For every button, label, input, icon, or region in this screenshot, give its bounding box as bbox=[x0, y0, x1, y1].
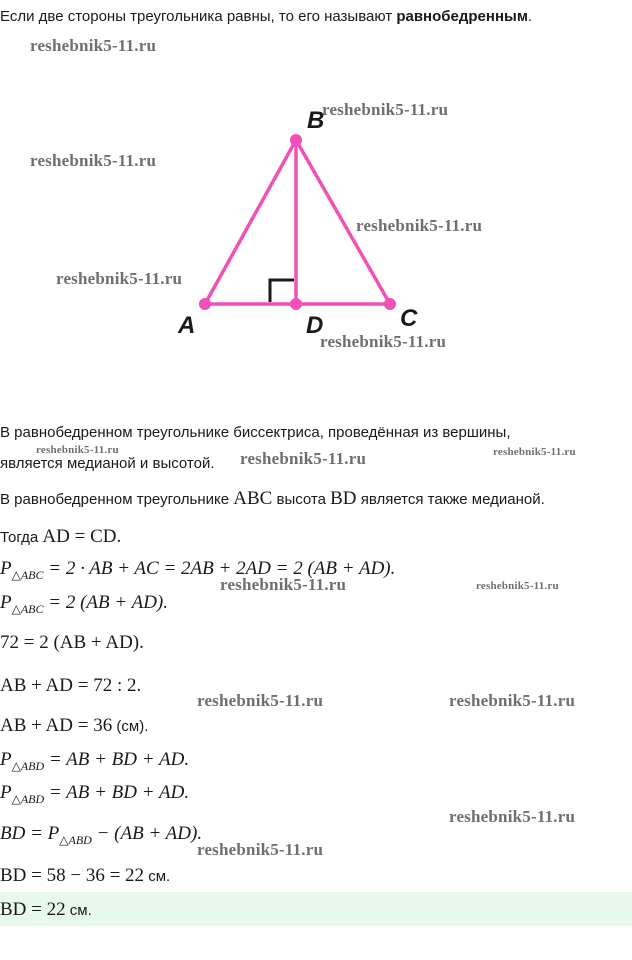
watermark: reshebnik5-11.ru bbox=[197, 691, 324, 710]
unit-cm: (см). bbox=[112, 718, 149, 735]
point-c bbox=[384, 298, 396, 310]
label-d: D bbox=[306, 312, 324, 339]
watermark: reshebnik5-11.ru bbox=[220, 575, 347, 594]
watermark: reshebnik5-11.ru bbox=[36, 444, 119, 456]
right-angle-mark bbox=[270, 280, 294, 302]
watermark: reshebnik5-11.ru bbox=[240, 449, 367, 468]
statement-middle: высота bbox=[272, 491, 331, 508]
p-letter: P bbox=[0, 749, 12, 770]
watermark: reshebnik5-11.ru bbox=[30, 36, 157, 55]
eq-10 bbox=[0, 864, 170, 888]
p-subscript: △ABD bbox=[11, 792, 45, 806]
watermark: reshebnik5-11.ru bbox=[476, 580, 559, 592]
eq-1-math: AD = CD. bbox=[42, 526, 122, 547]
eq-4: 72 = 2 (AB + AD). bbox=[0, 632, 144, 653]
property-line-2: является медианой и высотой. bbox=[0, 455, 215, 472]
definition-end: . bbox=[527, 8, 533, 25]
statement-suffix: является также медианой. bbox=[356, 491, 545, 508]
label-b: B bbox=[307, 107, 325, 134]
answer-box bbox=[0, 892, 632, 926]
eq-9-lhs: BD = bbox=[0, 823, 48, 844]
definition-main: Если две стороны треугольника равны, то его называют bbox=[0, 8, 397, 25]
property-line-1: В равнобедренном треугольнике биссектриса, проведённая из вершины, bbox=[0, 424, 511, 441]
unit-cm: см. bbox=[65, 902, 92, 919]
statement bbox=[0, 487, 545, 511]
watermark: reshebnik5-11.ru bbox=[30, 151, 157, 170]
p-subscript: △ABC bbox=[11, 602, 44, 616]
watermark: reshebnik5-11.ru bbox=[356, 216, 483, 235]
p-letter: P bbox=[47, 823, 60, 844]
eq-7-rhs: = AB + BD + AD. bbox=[44, 749, 190, 770]
watermark: reshebnik5-11.ru bbox=[197, 840, 324, 859]
answer bbox=[0, 898, 92, 922]
p-letter: P bbox=[0, 558, 12, 579]
statement-prefix: В равнобедренном треугольнике bbox=[0, 491, 234, 508]
triangle-figure bbox=[0, 0, 632, 360]
watermark: reshebnik5-11.ru bbox=[322, 100, 449, 119]
statement-bd: BD bbox=[330, 488, 357, 509]
point-d bbox=[290, 298, 302, 310]
watermark: reshebnik5-11.ru bbox=[449, 691, 576, 710]
eq-9-rhs: − (AB + AD). bbox=[91, 823, 203, 844]
eq-3 bbox=[0, 591, 168, 621]
eq-2-rhs: = 2 · AB + AC = 2AB + 2AD = 2 (AB + AD). bbox=[43, 558, 396, 579]
then-word: Тогда bbox=[0, 529, 43, 546]
unit-cm: см. bbox=[144, 868, 171, 885]
label-c: C bbox=[400, 305, 418, 332]
p-subscript: △ABC bbox=[11, 568, 44, 582]
side-bc bbox=[296, 140, 390, 304]
eq-3-rhs: = 2 (AB + AD). bbox=[43, 592, 169, 613]
eq-6-math: AB + AD = 36 bbox=[0, 715, 113, 736]
answer-math: BD = 22 bbox=[0, 899, 66, 920]
watermark: reshebnik5-11.ru bbox=[493, 446, 576, 458]
eq-10-math: BD = 58 − 36 = 22 bbox=[0, 865, 145, 886]
watermark: reshebnik5-11.ru bbox=[320, 332, 447, 351]
watermark: reshebnik5-11.ru bbox=[449, 807, 576, 826]
definition-term: равнобедренным bbox=[396, 8, 528, 25]
point-b bbox=[290, 134, 302, 146]
eq-6 bbox=[0, 714, 148, 738]
watermark: reshebnik5-11.ru bbox=[56, 269, 183, 288]
eq-8-rhs: = AB + BD + AD. bbox=[44, 782, 190, 803]
statement-abc: ABC bbox=[233, 488, 273, 509]
point-a bbox=[199, 298, 211, 310]
eq-1 bbox=[0, 525, 121, 549]
p-letter: P bbox=[0, 592, 12, 613]
eq-8 bbox=[0, 781, 189, 811]
p-subscript: △ABD bbox=[11, 759, 45, 773]
p-letter: P bbox=[0, 782, 12, 803]
eq-5: AB + AD = 72 : 2. bbox=[0, 675, 142, 696]
eq-7 bbox=[0, 748, 189, 778]
label-a: A bbox=[178, 312, 196, 339]
p-subscript: △ABD bbox=[59, 833, 92, 847]
eq-9 bbox=[0, 822, 202, 852]
